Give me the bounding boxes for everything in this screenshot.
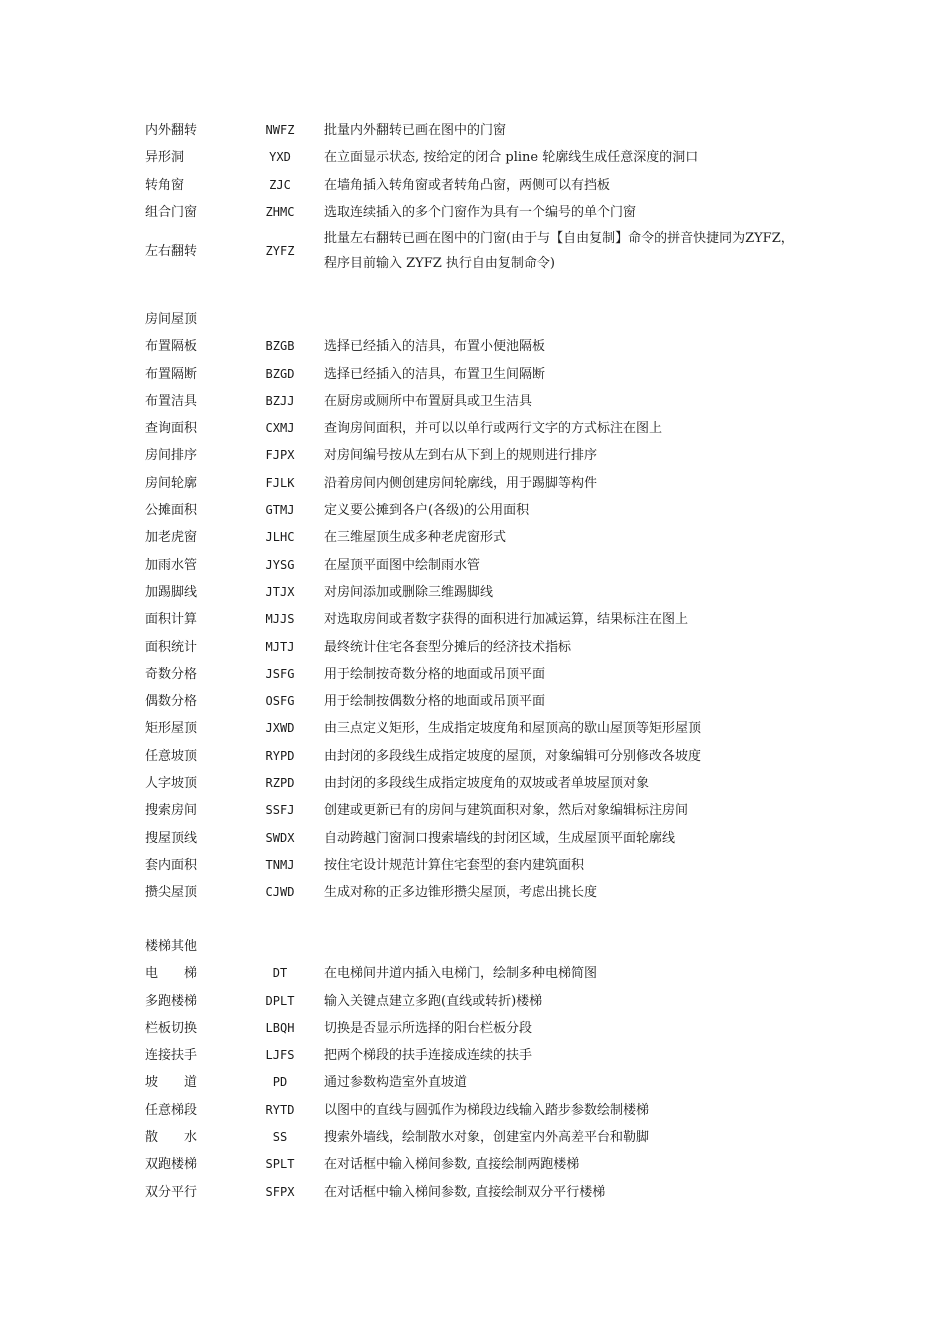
- command-code: SS: [272, 1130, 288, 1145]
- command-row: [0, 415, 950, 442]
- command-name: 双分平行: [145, 1184, 198, 1200]
- command-code: ZHMC: [265, 204, 295, 219]
- section-heading: [0, 933, 950, 960]
- command-code: CXMJ: [265, 421, 295, 436]
- command-description: 用于绘制按奇数分格的地面或吊顶平面: [324, 666, 546, 682]
- command-description: 按住宅设计规范计算住宅套型的套内建筑面积: [324, 857, 585, 873]
- stairs-other-section: [0, 933, 950, 1206]
- command-name: 搜索房间: [145, 803, 198, 819]
- command-description: 选择已经插入的洁具，布置小便池隔板: [324, 339, 546, 355]
- command-description: 最终统计住宅各套型分摊后的经济技术指标: [324, 639, 572, 655]
- section-heading-text: 楼梯其他: [145, 939, 198, 954]
- command-code: FJPX: [265, 448, 295, 463]
- command-row: [0, 199, 950, 226]
- command-row: [0, 743, 950, 770]
- command-description: 由封闭的多段线生成指定坡度的屋顶，对象编辑可分别修改各坡度: [324, 748, 702, 764]
- command-row: [0, 333, 950, 360]
- command-description: 由三点定义矩形，生成指定坡度角和屋顶高的歇山屋顶等矩形屋顶: [324, 721, 702, 737]
- command-code: BZGD: [265, 366, 295, 381]
- command-name: 面积统计: [145, 639, 198, 655]
- command-code: RZPD: [265, 776, 295, 791]
- command-code: NWFZ: [265, 123, 295, 137]
- command-code: LBQH: [265, 1020, 295, 1035]
- command-row: [0, 144, 950, 171]
- command-name: 奇数分格: [145, 666, 198, 682]
- command-name: 人字坡顶: [145, 776, 198, 792]
- command-row: [0, 226, 950, 277]
- command-row: [0, 579, 950, 606]
- command-code: MJJS: [265, 612, 295, 627]
- command-code: CJWD: [265, 885, 295, 900]
- room-roof-section: [0, 306, 950, 907]
- command-code: JLHC: [265, 530, 295, 545]
- command-description: 对房间添加或删除三维踢脚线: [324, 584, 494, 600]
- command-name: 多跑楼梯: [145, 993, 198, 1009]
- command-description: 选取连续插入的多个门窗作为具有一个编号的单个门窗: [324, 204, 637, 220]
- command-code: PD: [272, 1075, 288, 1090]
- command-row: [0, 634, 950, 661]
- command-code: DT: [272, 966, 288, 981]
- command-description: 在屋顶平面图中绘制雨水管: [324, 557, 481, 573]
- command-row: [0, 552, 950, 579]
- command-description: 在对话框中输入梯间参数, 直接绘制两跑楼梯: [324, 1157, 580, 1173]
- command-name: 加雨水管: [145, 557, 198, 573]
- command-name: 布置隔断: [145, 366, 198, 382]
- command-code: SPLT: [265, 1157, 295, 1172]
- command-description: 由封闭的多段线生成指定坡度角的双坡或者单坡屋顶对象: [324, 776, 650, 792]
- command-row: [0, 442, 950, 469]
- command-row: [0, 688, 950, 715]
- command-row: [0, 1097, 950, 1124]
- door-window-section: [0, 117, 950, 277]
- command-row: [0, 960, 950, 987]
- command-description: 创建或更新已有的房间与建筑面积对象，然后对象编辑标注房间: [324, 803, 689, 819]
- command-row: [0, 1179, 950, 1206]
- command-name: 房间排序: [145, 448, 198, 464]
- command-code: YXD: [269, 150, 291, 165]
- command-description: 查询房间面积，并可以以单行或两行文字的方式标注在图上: [324, 421, 663, 437]
- command-code: JXWD: [265, 721, 295, 736]
- command-code: GTMJ: [265, 503, 295, 518]
- command-name: 双跑楼梯: [145, 1157, 198, 1173]
- command-description: 在厨房或厕所中布置厨具或卫生洁具: [324, 393, 533, 409]
- command-code: DPLT: [265, 993, 295, 1008]
- command-row: [0, 825, 950, 852]
- command-name: 散 水: [145, 1130, 198, 1146]
- command-row: [0, 361, 950, 388]
- command-description: 批量左右翻转已画在图中的门窗(由于与【自由复制】命令的拼音快捷同为ZYFZ，程序目前输入 ZYFZ 执行自由复制命令): [324, 231, 794, 272]
- command-row: [0, 852, 950, 879]
- command-name: 布置洁具: [145, 393, 198, 409]
- command-name: 任意坡顶: [145, 748, 198, 764]
- command-row: [0, 1069, 950, 1096]
- command-name: 连接扶手: [145, 1048, 198, 1064]
- command-name: 坡 道: [145, 1075, 198, 1091]
- command-name: 查询面积: [145, 421, 198, 437]
- command-name: 栏板切换: [145, 1020, 198, 1036]
- command-code: TNMJ: [265, 857, 295, 872]
- command-description: 切换是否显示所选择的阳台栏板分段: [324, 1020, 533, 1036]
- command-name: 套内面积: [145, 857, 198, 873]
- command-row: [0, 988, 950, 1015]
- command-description: 对选取房间或者数字获得的面积进行加减运算，结果标注在图上: [324, 612, 689, 628]
- command-description: 定义要公摊到各户(各级)的公用面积: [324, 503, 530, 519]
- command-row: [0, 388, 950, 415]
- command-row: [0, 172, 950, 199]
- command-description: 自动跨越门窗洞口搜索墙线的封闭区域，生成屋顶平面轮廓线: [324, 830, 676, 846]
- command-description: 在电梯间井道内插入电梯门，绘制多种电梯简图: [324, 966, 598, 982]
- command-code: ZJC: [269, 177, 291, 192]
- command-code: SFPX: [265, 1184, 295, 1199]
- command-name: 加踢脚线: [145, 584, 198, 600]
- command-name: 组合门窗: [145, 204, 198, 220]
- command-name: 转角窗: [145, 177, 185, 193]
- command-name: 异形洞: [145, 150, 185, 166]
- command-description: 选择已经插入的洁具，布置卫生间隔断: [324, 366, 546, 382]
- command-name: 任意梯段: [145, 1102, 198, 1118]
- command-name: 矩形屋顶: [145, 721, 198, 737]
- command-description: 对房间编号按从左到右从下到上的规则进行排序: [324, 448, 598, 464]
- command-name: 布置隔板: [145, 339, 198, 355]
- command-code: BZJJ: [265, 393, 295, 408]
- command-code: LJFS: [265, 1048, 295, 1063]
- command-description: 在三维屋顶生成多种老虎窗形式: [324, 530, 507, 546]
- command-code: FJLK: [265, 475, 295, 490]
- command-code: JSFG: [265, 666, 295, 681]
- command-row: [0, 770, 950, 797]
- command-row: [0, 1124, 950, 1151]
- command-code: OSFG: [265, 694, 295, 709]
- command-row: [0, 117, 950, 144]
- command-description: 通过参数构造室外直坡道: [324, 1075, 468, 1091]
- command-description: 批量内外翻转已画在图中的门窗: [324, 123, 507, 138]
- command-description: 搜索外墙线，绘制散水对象，创建室内外高差平台和勒脚: [324, 1130, 650, 1146]
- command-name: 电 梯: [145, 966, 198, 982]
- command-row: [0, 524, 950, 551]
- command-code: MJTJ: [265, 639, 295, 654]
- command-code: SWDX: [265, 830, 295, 845]
- command-code: JTJX: [265, 584, 295, 599]
- command-description: 在墙角插入转角窗或者转角凸窗，两侧可以有挡板: [324, 177, 611, 193]
- command-code: JYSG: [265, 557, 295, 572]
- command-description: 输入关键点建立多跑(直线或转折)楼梯: [324, 993, 543, 1009]
- command-code: BZGB: [265, 339, 295, 354]
- command-name: 左右翻转: [145, 244, 198, 260]
- command-name: 公摊面积: [145, 503, 198, 519]
- command-name: 面积计算: [145, 612, 198, 628]
- command-description: 生成对称的正多边锥形攒尖屋顶，考虑出挑长度: [324, 885, 598, 901]
- section-heading-text: 房间屋顶: [145, 312, 198, 327]
- command-code: RYTD: [265, 1102, 295, 1117]
- command-description: 在对话框中输入梯间参数, 直接绘制双分平行楼梯: [324, 1184, 606, 1200]
- command-name: 加老虎窗: [145, 530, 198, 546]
- command-description: 以图中的直线与圆弧作为梯段边线输入踏步参数绘制楼梯: [324, 1102, 650, 1118]
- command-row: [0, 497, 950, 524]
- command-code: ZYFZ: [265, 244, 295, 259]
- section-heading: [0, 306, 950, 333]
- command-description: 用于绘制按偶数分格的地面或吊顶平面: [324, 694, 546, 710]
- command-description: 沿着房间内侧创建房间轮廓线，用于踢脚等构件: [324, 475, 598, 491]
- command-row: [0, 470, 950, 497]
- command-row: [0, 797, 950, 824]
- command-description: 把两个梯段的扶手连接成连续的扶手: [324, 1048, 533, 1064]
- command-row: [0, 715, 950, 742]
- command-code: SSFJ: [265, 803, 295, 818]
- command-name: 内外翻转: [145, 123, 198, 138]
- command-description: 在立面显示状态, 按给定的闭合 pline 轮廓线生成任意深度的洞口: [324, 150, 699, 166]
- command-name: 搜屋顶线: [145, 830, 198, 846]
- command-row: [0, 1015, 950, 1042]
- command-name: 偶数分格: [145, 694, 198, 710]
- command-row: [0, 1151, 950, 1178]
- command-row: [0, 879, 950, 906]
- command-name: 房间轮廓: [145, 475, 198, 491]
- command-name: 攒尖屋顶: [145, 885, 198, 901]
- command-row: [0, 606, 950, 633]
- command-row: [0, 1042, 950, 1069]
- command-row: [0, 661, 950, 688]
- command-code: RYPD: [265, 748, 295, 763]
